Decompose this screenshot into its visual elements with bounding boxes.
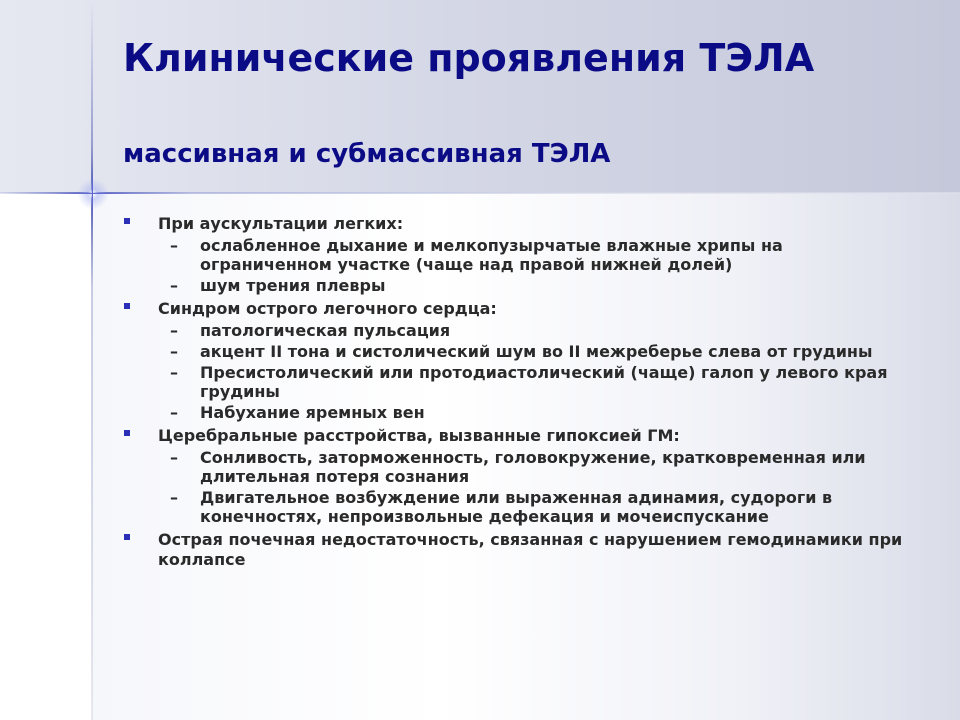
sparkle-ray-horizontal bbox=[55, 193, 131, 194]
dash-bullet-icon: – bbox=[170, 321, 178, 340]
dash-bullet-icon: – bbox=[170, 363, 178, 382]
vertical-accent-line bbox=[91, 0, 93, 720]
square-bullet-icon bbox=[124, 303, 130, 309]
sub-list bbox=[122, 321, 912, 422]
bullet-list bbox=[122, 210, 912, 572]
bullet-item bbox=[122, 299, 912, 319]
sub-item bbox=[122, 321, 912, 340]
sub-item bbox=[122, 363, 912, 401]
square-bullet-icon bbox=[124, 218, 130, 224]
square-bullet-icon bbox=[124, 534, 130, 540]
sub-item-text: ослабленное дыхание и мелкопузырчатые влажные хрипы на ограниченном участке (чаще над правой нижней долей) bbox=[200, 236, 783, 274]
dash-bullet-icon: – bbox=[170, 488, 178, 507]
sub-item bbox=[122, 448, 912, 486]
sparkle-icon bbox=[73, 174, 113, 214]
sub-item-text: Пресистолический или протодиастолический (чаще) галоп у левого края грудины bbox=[200, 363, 888, 401]
square-bullet-icon bbox=[124, 430, 130, 436]
sub-item bbox=[122, 488, 912, 526]
bullet-item bbox=[122, 214, 912, 234]
sparkle-ray-vertical bbox=[92, 158, 93, 230]
sub-item-text: шум трения плевры bbox=[200, 276, 386, 295]
bullet-text: При аускультации легких: bbox=[158, 214, 404, 233]
sub-item bbox=[122, 403, 912, 422]
dash-bullet-icon: – bbox=[170, 403, 178, 422]
sub-item bbox=[122, 236, 912, 274]
bullet-item bbox=[122, 426, 912, 446]
sub-item-text: патологическая пульсация bbox=[200, 321, 451, 340]
sub-item-text: Сонливость, заторможенность, головокружение, кратковременная или длительная потеря сознания bbox=[200, 448, 866, 486]
sub-list bbox=[122, 236, 912, 295]
dash-bullet-icon: – bbox=[170, 342, 178, 361]
bullet-text: Острая почечная недостаточность, связанная с нарушением гемодинамики при коллапсе bbox=[158, 530, 903, 569]
slide-subtitle: массивная и субмассивная ТЭЛА bbox=[123, 139, 611, 169]
sub-item-text: Двигательное возбуждение или выраженная адинамия, судороги в конечностях, непроизвольные дефекация и мочеиспускание bbox=[200, 488, 833, 526]
dash-bullet-icon: – bbox=[170, 236, 178, 255]
horizontal-accent-line bbox=[0, 192, 960, 194]
bullet-text: Синдром острого легочного сердца: bbox=[158, 299, 497, 318]
sub-list bbox=[122, 448, 912, 526]
sub-item bbox=[122, 342, 912, 361]
sub-item bbox=[122, 276, 912, 295]
bullet-item bbox=[122, 530, 912, 570]
slide-title: Клинические проявления ТЭЛА bbox=[123, 36, 815, 80]
sub-item-text: акцент II тона и систолический шум во II межреберье слева от грудины bbox=[200, 342, 873, 361]
dash-bullet-icon: – bbox=[170, 276, 178, 295]
dash-bullet-icon: – bbox=[170, 448, 178, 467]
sub-item-text: Набухание яремных вен bbox=[200, 403, 425, 422]
bullet-text: Церебральные расстройства, вызванные гипоксией ГМ: bbox=[158, 426, 680, 445]
